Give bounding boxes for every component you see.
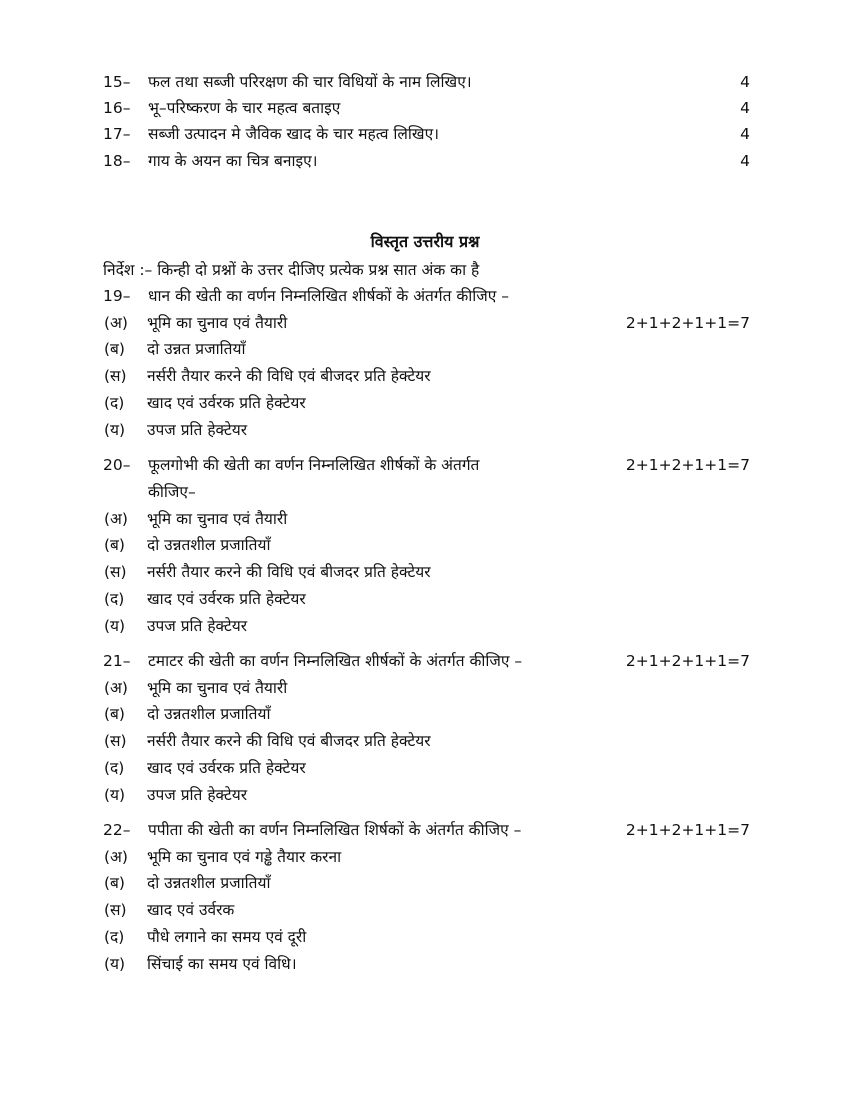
option-label: (य) (104, 421, 126, 439)
option-row (0, 845, 850, 869)
question-number: 19– (103, 287, 131, 305)
question-text: फूलगोभी की खेती का वर्णन निम्नलिखित शीर्षकों के अंतर्गत (148, 456, 480, 474)
option-row (0, 364, 850, 388)
option-row (0, 391, 850, 415)
short-question (0, 122, 850, 146)
question-text: फल तथा सब्जी परिरक्षण की चार विधियों के नाम लिखिए। (148, 73, 472, 91)
question-marks: 4 (740, 73, 750, 91)
question-marks: 2+1+2+1+1=7 (625, 314, 750, 332)
option-label: (द) (104, 590, 125, 608)
option-row (0, 533, 850, 557)
option-label: (स) (104, 367, 127, 385)
question-number: 16– (103, 99, 131, 117)
question-marks: 4 (740, 99, 750, 117)
option-label: (अ) (104, 314, 128, 332)
question-text: सब्जी उत्पादन मे जैविक खाद के चार महत्व लिखिए। (148, 125, 440, 143)
option-text: दो उन्नतशील प्रजातियाँ (147, 874, 271, 892)
option-label: (द) (104, 394, 125, 412)
section-heading: विस्तृत उत्तरीय प्रश्न (370, 232, 480, 251)
option-row (0, 676, 850, 700)
option-label: (द) (104, 759, 125, 777)
option-row (0, 614, 850, 638)
option-row (0, 729, 850, 753)
option-row (0, 587, 850, 611)
option-label: (य) (104, 955, 126, 973)
question-text: गाय के अयन का चित्र बनाइए। (148, 152, 318, 170)
option-label: (स) (104, 732, 127, 750)
option-row (0, 756, 850, 780)
option-text: उपज प्रति हेक्टेयर (147, 617, 248, 635)
short-question (0, 70, 850, 94)
option-row (0, 418, 850, 442)
option-text: खाद एवं उर्वरक प्रति हेक्टेयर (147, 394, 306, 412)
section-instruction: निर्देश :– किन्ही दो प्रश्नों के उत्तर दीजिए प्रत्येक प्रश्न सात अंक का है (103, 261, 480, 279)
option-label: (य) (104, 786, 126, 804)
question-text: भू–परिष्करण के चार महत्व बताइए (148, 99, 341, 117)
option-label: (अ) (104, 510, 128, 528)
option-text: दो उन्नतशील प्रजातियाँ (147, 705, 271, 723)
option-row (0, 702, 850, 726)
question-marks: 4 (740, 125, 750, 143)
option-row (0, 507, 850, 531)
option-row (0, 871, 850, 895)
option-text: खाद एवं उर्वरक (147, 901, 235, 919)
long-question (0, 284, 850, 308)
option-label: (द) (104, 928, 125, 946)
option-text: नर्सरी तैयार करने की विधि एवं बीजदर प्रति हेक्टेयर (147, 732, 431, 750)
long-question (0, 649, 850, 673)
question-marks: 2+1+2+1+1=7 (625, 821, 750, 839)
question-marks: 4 (740, 152, 750, 170)
option-row (0, 783, 850, 807)
option-text: दो उन्नतशील प्रजातियाँ (147, 536, 271, 554)
option-text: भूमि का चुनाव एवं तैयारी (147, 510, 288, 528)
option-text: नर्सरी तैयार करने की विधि एवं बीजदर प्रति हेक्टेयर (147, 367, 431, 385)
question-number: 21– (103, 652, 131, 670)
option-text: भूमि का चुनाव एवं तैयारी (147, 679, 288, 697)
question-text: धान की खेती का वर्णन निम्नलिखित शीर्षकों के अंतर्गत कीजिए – (148, 287, 510, 305)
option-row (0, 337, 850, 361)
option-label: (ब) (104, 536, 125, 554)
long-question (0, 453, 850, 477)
option-label: (ब) (104, 705, 125, 723)
option-text: सिंचाई का समय एवं विधि। (147, 955, 297, 973)
option-label: (स) (104, 563, 127, 581)
short-question (0, 149, 850, 173)
question-number: 18– (103, 152, 131, 170)
question-number: 17– (103, 125, 131, 143)
option-text: उपज प्रति हेक्टेयर (147, 786, 248, 804)
option-row (0, 898, 850, 922)
question-text: टमाटर की खेती का वर्णन निम्नलिखित शीर्षकों के अंतर्गत कीजिए – (148, 652, 523, 670)
option-text: भूमि का चुनाव एवं तैयारी (147, 314, 288, 332)
option-text: खाद एवं उर्वरक प्रति हेक्टेयर (147, 759, 306, 777)
option-text: नर्सरी तैयार करने की विधि एवं बीजदर प्रति हेक्टेयर (147, 563, 431, 581)
question-text-continued: कीजिए– (148, 483, 196, 501)
option-label: (स) (104, 901, 127, 919)
option-row (0, 925, 850, 949)
option-row (0, 560, 850, 584)
option-text: पौधे लगाने का समय एवं दूरी (147, 928, 307, 946)
question-number: 20– (103, 456, 131, 474)
question-continuation (0, 480, 850, 504)
question-number: 22– (103, 821, 131, 839)
option-label: (अ) (104, 848, 128, 866)
option-label: (अ) (104, 679, 128, 697)
option-row (0, 311, 850, 335)
long-question (0, 818, 850, 842)
option-text: दो उन्नत प्रजातियाँ (147, 340, 246, 358)
option-text: खाद एवं उर्वरक प्रति हेक्टेयर (147, 590, 306, 608)
option-row (0, 952, 850, 976)
question-number: 15– (103, 73, 131, 91)
option-label: (ब) (104, 340, 125, 358)
short-question (0, 96, 850, 120)
option-text: उपज प्रति हेक्टेयर (147, 421, 248, 439)
option-text: भूमि का चुनाव एवं गड्ढे तैयार करना (147, 848, 342, 866)
question-marks: 2+1+2+1+1=7 (625, 652, 750, 670)
question-text: पपीता की खेती का वर्णन निम्नलिखित शिर्षकों के अंतर्गत कीजिए – (148, 821, 522, 839)
option-label: (ब) (104, 874, 125, 892)
question-marks: 2+1+2+1+1=7 (625, 456, 750, 474)
option-label: (य) (104, 617, 126, 635)
